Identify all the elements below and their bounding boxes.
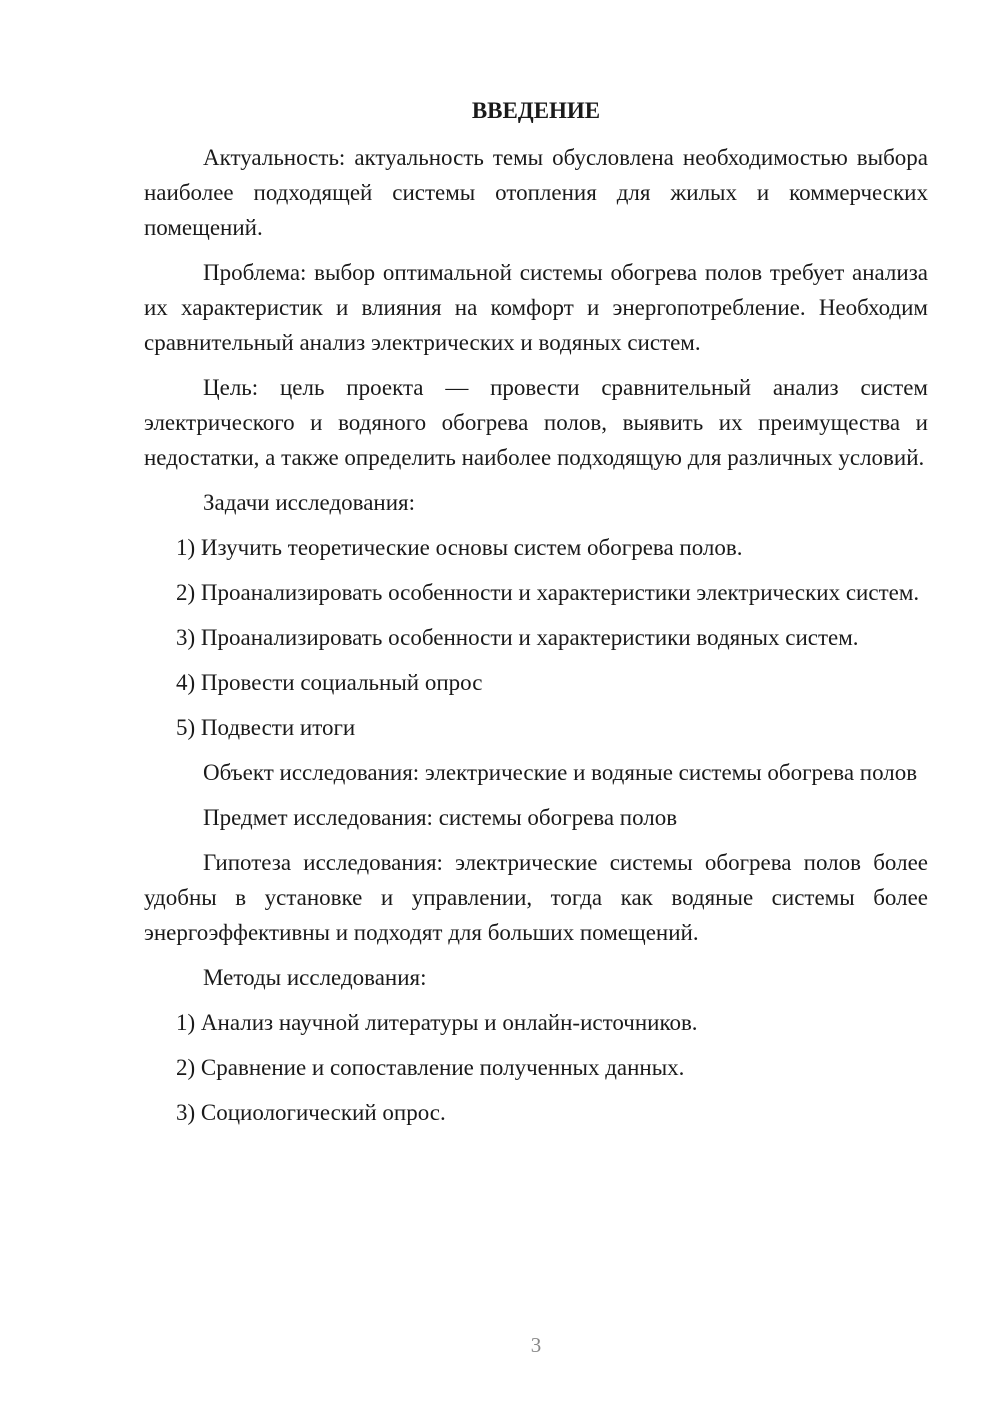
list-item-task-2: 2) Проанализировать особенности и характеристики электрических систем. — [176, 580, 920, 605]
paragraph-goal: Цель: цель проекта — провести сравнительный анализ систем электрического и водяного обогрева полов, выявить их преимущества и недостатки, а также определить наиболее подходящую для различных условий. — [144, 375, 928, 470]
list-item-task-1: 1) Изучить теоретические основы систем обогрева полов. — [176, 535, 743, 560]
paragraph-problem: Проблема: выбор оптимальной системы обогрева полов требует анализа их характеристик и влияния на комфорт и энергопотребление. Необходим сравнительный анализ электрических и водяных систем. — [144, 260, 928, 355]
list-item-method-1: 1) Анализ научной литературы и онлайн-источников. — [176, 1010, 698, 1035]
paragraph-relevance: Актуальность: актуальность темы обусловлена необходимостью выбора наиболее подходящей системы отопления для жилых и коммерческих помещений. — [144, 145, 928, 240]
paragraph-subject: Предмет исследования: системы обогрева полов — [203, 805, 678, 830]
list-item-task-5: 5) Подвести итоги — [176, 715, 356, 740]
page-number: 3 — [530, 1333, 542, 1357]
document-page — [144, 96, 928, 1140]
list-item-task-3: 3) Проанализировать особенности и характеристики водяных систем. — [176, 625, 859, 650]
paragraph-hypothesis: Гипотеза исследования: электрические системы обогрева полов более удобны в установке и управлении, тогда как водяные системы более энергоэффективны и подходят для больших помещений. — [144, 850, 928, 945]
list-item-task-4: 4) Провести социальный опрос — [176, 670, 483, 695]
paragraph-methods-heading: Методы исследования: — [203, 965, 427, 990]
list-item-method-2: 2) Сравнение и сопоставление полученных данных. — [176, 1055, 685, 1080]
page-title: ВВЕДЕНИЕ — [471, 98, 601, 123]
paragraph-tasks-heading: Задачи исследования: — [203, 490, 416, 515]
paragraph-object: Объект исследования: электрические и водяные системы обогрева полов — [203, 760, 918, 785]
list-item-method-3: 3) Социологический опрос. — [176, 1100, 446, 1125]
